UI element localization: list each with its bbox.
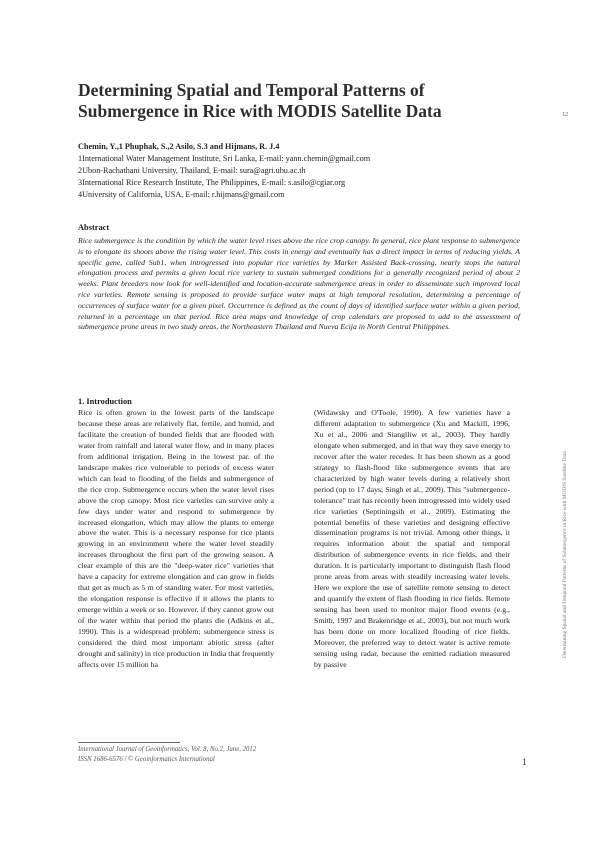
side-running-title: Determining Spatial and Temporal Patterns of Submergence in Rice with MODIS Satellite Data	[562, 451, 568, 658]
page-number: 1	[522, 758, 527, 768]
affiliation-3: 3International Rice Research Institute, The Philippines, E-mail: s.asilo@cgiar.org	[78, 178, 346, 187]
author-list: Chemin, Y.,1 Phuphak, S.,2 Asilo, S.3 and Hijmans, R. J.4	[78, 142, 280, 151]
introduction-left-column: Rice is often grown in the lowest parts of the landscape because these areas are relatively flat, fertile, and humid, and facilitate the creation of bunded fields that are flooded with water from rainfall and lateral water flow, and in many places from additional irrigation. Being in the lowest par. of the landscape makes rice vulnerable to periods of excess water which can lead to flooding of the fields and submergence of the rice crop. Submergence occurs when the water level rises above the crop canopy. Most rice varieties can survive only a few days under water and respond to submergence by increased elongation, which may allow the plants to emerge above the water. This is a necessary response for rice plants growing in an environment where the water level steadily increases throughout the first part of the growing season. A clear example of this are the "deep-water rice" varieties that have a capacity for extreme elongation and can grow in fields that get as much as 5 m of standing water. For most varieties, the elongation response is effective if it allows the plants to emerge within a week or so. However, if they cannot grow out of the water within that period the plants die (Adkins et al., 1990). This is a widespread problem; submergence stress is considered the third most important abiotic stress (after drought and salinity) in rice production in India that frequently affects over 15 million ha	[78, 408, 274, 669]
abstract-heading: Abstract	[78, 223, 110, 232]
paper-title: Determining Spatial and Temporal Patterns of Submergence in Rice with MODIS Satellite Data	[78, 80, 442, 121]
side-page-number: 12	[562, 112, 568, 118]
affiliation-1: 1International Water Management Institute, Sri Lanka, E-mail: yann.chemin@gmail.com	[78, 154, 371, 163]
footer-journal: International Journal of Geoinformatics, Vol. 8, No.2, June, 2012	[78, 746, 257, 753]
introduction-heading: 1. Introduction	[78, 397, 132, 406]
footer-issn: ISSN 1686-6576 / © Geoinformatics International	[78, 756, 215, 763]
abstract-text: Rice submergence is the condition by which the water level rises above the rice crop canopy. In general, rice plant response to submergence is to elongate its shoots above the rising water level. This costs in energy and eventually has a direct impact in terms of reducing yields. A specific gene, called Sub1, when introgressed into popular rice varieties by Marker Assisted Back-crossing, nearly stops the natural elongation process and permits a given local rice variety to sustain submerged conditions for a generally recognized period of about 2 weeks. Plant breeders now look for well-identified and location-accurate submergence areas in order to disseminate such improved local rice varieties. Remote sensing is proposed to provide surface water maps at high temporal resolution, determining a percentage of occurrences of surface water for a given pixel. Occurrence is defined as the count of days of identified surface water within a given period, returned in a percentage on that period. Rice area maps and knowledge of crop calendars are proposed to add to the assessment of submergence prone areas in two study areas, the Northeastern Thailand and Nueva Ecija in North Central Philippines.	[78, 236, 520, 332]
affiliation-4: 4University of California, USA, E-mail: r.hijmans@gmail.com	[78, 190, 285, 199]
introduction-right-column: (Widawsky and O'Toole, 1990). A few varieties have a different adaptation to submergence (Xu and Mackill, 1996, Xu et al., 2006 and Sianglliw et al., 2003). They hardly elongate when submerged, and in that way they save energy to recover after the water recedes. It has been shown as a good strategy to flash-flood like submergence events that are characterized by high water levels during a relatively short period (up to 17 days; Singh et al., 2009). This "submergence-tolerance" trait has recently been introgressed into widely used rice varieties (Septiningsih et al., 2009). Estimating the potential benefits of these varieties and designing effective dissemination programs is not trivial. Among other things, it requires information about the spatial and temporal distribution of submergence events in rice fields, and their duration. It is particularly important to distinguish flash flood prone areas from areas with steadily increasing water levels. Here we explore the use of satellite remote sensing to detect and quantify the extent of flash flooding in rice fields. Remote sensing has been used to monitor major flood events (e.g., Smith, 1997 and Brakenridge et al., 2003), but not much work has been done on more localized flooding of rice fields. Moreover, the preferred way to detect water is active remote sensing using radar, because the emitted radiation measured by passive	[314, 408, 510, 669]
affiliation-2: 2Ubon-Rachathani University, Thailand, E-mail: sura@agri.ubu.ac.th	[78, 166, 306, 175]
footer-rule	[78, 742, 180, 743]
